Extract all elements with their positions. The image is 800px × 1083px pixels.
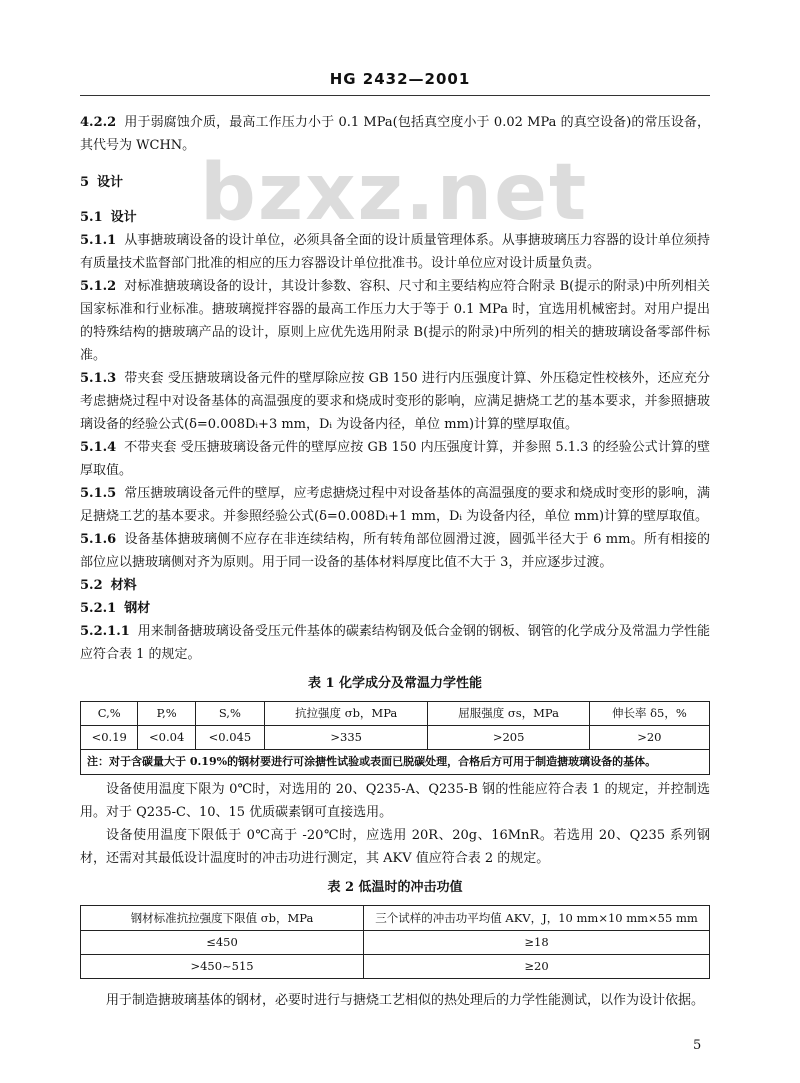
clause-text: 用来制备搪玻璃设备受压元件基体的碳素结构钢及低合金钢的钢板、钢管的化学成分及常温力学性能应符合表 1 的规定。 xyxy=(80,624,710,662)
clause-text: 带夹套 受压搪玻璃设备元件的壁厚除应按 GB 150 进行内压强度计算、外压稳定性校核外，还应充分考虑搪烧过程中对设备基体的高温强度的要求和烧成时变形的影响，应满足搪烧工艺的基本要求，并参照搪玻璃设备的经验公式(δ=0.008Dᵢ+3 mm，Dᵢ 为设备内径，单位 mm)计算的壁厚取值。 xyxy=(80,371,710,432)
clause-text: 用于弱腐蚀介质，最高工作压力小于 0.1 MPa(包括真空度小于 0.02 MPa 的真空设备)的常压设备，其代号为 WCHN。 xyxy=(80,115,710,153)
table-2 xyxy=(80,905,710,979)
clause-number: 5.1.2 xyxy=(80,279,117,294)
clause-5-2-1-1 xyxy=(80,620,710,666)
table-header-cell: 屈服强度 σs，MPa xyxy=(428,702,589,726)
section-5-2-heading xyxy=(80,574,710,597)
section-number: 5 xyxy=(80,175,90,190)
table-cell: >450~515 xyxy=(81,955,364,979)
clause-number: 4.2.2 xyxy=(80,115,117,130)
table-header-cell: 抗拉强度 σb，MPa xyxy=(264,702,428,726)
table-note-row xyxy=(81,750,710,775)
clause-text: 设备基体搪玻璃侧不应存在非连续结构，所有转角部位圆滑过渡，圆弧半径大于 6 mm。所有相接的部位应以搪玻璃侧对齐为原则。用于同一设备的基体材料厚度比值不大于 3，并应逐步过渡。 xyxy=(80,532,710,570)
section-title: 材料 xyxy=(110,578,137,593)
clause-text: 不带夹套 受压搪玻璃设备元件的壁厚应按 GB 150 内压强度计算，并参照 5.1.3 的经验公式计算的壁厚取值。 xyxy=(80,440,710,478)
clause-number: 5.1.6 xyxy=(80,532,117,547)
table-header-cell: P,% xyxy=(138,702,195,726)
paragraph-heat-treatment: 用于制造搪玻璃基体的钢材，必要时进行与搪烧工艺相似的热处理后的力学性能测试，以作为设计依据。 xyxy=(106,993,705,1008)
clause-number: 5.1.5 xyxy=(80,486,117,501)
clause-text: 常压搪玻璃设备元件的壁厚，应考虑搪烧过程中对设备基体的高温强度的要求和烧成时变形的影响，满足搪烧工艺的基本要求。并参照经验公式(δ=0.008Dᵢ+1 mm，Dᵢ 为设备内径，单位 mm)计算的壁厚取值。 xyxy=(80,486,710,524)
section-number: 5.1 xyxy=(80,210,103,225)
section-title: 设计 xyxy=(110,210,137,225)
table-1-caption: 表 1 化学成分及常温力学性能 xyxy=(307,676,483,691)
table-1 xyxy=(80,701,710,775)
table-header-cell: 伸长率 δ5，% xyxy=(589,702,709,726)
paragraph-temperature-0c: 设备使用温度下限为 0℃时，对选用的 20、Q235-A、Q235-B 钢的性能应符合表 1 的规定，并控制选用。对于 Q235-C、10、15 优质碳素钢可直接选用。 xyxy=(80,782,710,820)
header-rule xyxy=(80,95,710,96)
section-number: 5.2.1 xyxy=(80,601,117,616)
table-cell: <0.04 xyxy=(138,726,195,750)
document-body xyxy=(80,111,710,1012)
section-number: 5.2 xyxy=(80,578,103,593)
table-cell: ≤450 xyxy=(81,931,364,955)
table-cell: ≥18 xyxy=(364,931,710,955)
clause-5-1-3 xyxy=(80,367,710,436)
standard-code-header: HG 2432—2001 xyxy=(329,70,471,88)
clause-5-1-2 xyxy=(80,275,710,367)
table-cell: >205 xyxy=(428,726,589,750)
clause-number: 5.1.3 xyxy=(80,371,117,386)
watermark: bzxz.net xyxy=(200,148,589,238)
clause-5-1-6 xyxy=(80,528,710,574)
table-cell: >20 xyxy=(589,726,709,750)
clause-number: 5.1.4 xyxy=(80,440,117,455)
table-header-cell: 三个试样的冲击功平均值 AKV，J，10 mm×10 mm×55 mm xyxy=(364,906,710,931)
clause-number: 5.2.1.1 xyxy=(80,624,130,639)
table-cell: <0.045 xyxy=(195,726,264,750)
section-5-heading xyxy=(80,171,710,194)
table-row xyxy=(81,955,710,979)
table-header-cell: S,% xyxy=(195,702,264,726)
table-header-cell: 钢材标准抗拉强度下限值 σb，MPa xyxy=(81,906,364,931)
clause-4-2-2 xyxy=(80,111,710,157)
clause-5-1-5 xyxy=(80,482,710,528)
clause-5-1-1 xyxy=(80,229,710,275)
section-5-1-heading xyxy=(80,206,710,229)
page-number: 5 xyxy=(693,1038,702,1053)
table-row xyxy=(81,726,710,750)
clause-5-1-4 xyxy=(80,436,710,482)
clause-number: 5.1.1 xyxy=(80,233,117,248)
table-header-cell: C,% xyxy=(81,702,138,726)
section-title: 设计 xyxy=(97,175,124,190)
table-header-row xyxy=(81,906,710,931)
table-cell: >335 xyxy=(264,726,428,750)
section-title: 钢材 xyxy=(124,601,151,616)
table-cell: <0.19 xyxy=(81,726,138,750)
table-row xyxy=(81,931,710,955)
table-cell: ≥20 xyxy=(364,955,710,979)
table-note: 注：对于含碳量大于 0.19%的钢材要进行可涂搪性试验或表面已脱碳处理，合格后方可用于制造搪玻璃设备的基体。 xyxy=(81,750,710,775)
clause-text: 从事搪玻璃设备的设计单位，必须具备全面的设计质量管理体系。从事搪玻璃压力容器的设计单位须持有质量技术监督部门批准的相应的压力容器设计单位批准书。设计单位应对设计质量负责。 xyxy=(80,233,710,271)
table-header-row xyxy=(81,702,710,726)
table-2-caption: 表 2 低温时的冲击功值 xyxy=(327,880,463,895)
clause-text: 对标准搪玻璃设备的设计，其设计参数、容积、尺寸和主要结构应符合附录 B(提示的附录)中所列相关国家标准和行业标准。搪玻璃搅拌容器的最高工作压力大于等于 0.1 MPa 时，宜选用机械密封。对用户提出的特殊结构的搪玻璃产品的设计，原则上应优先选用附录 B(提示的附录)中所列的相关的搪玻璃设备零部件标准。 xyxy=(80,279,710,363)
section-5-2-1-heading xyxy=(80,597,710,620)
paragraph-temperature-minus20c: 设备使用温度下限低于 0℃高于 -20℃时，应选用 20R、20g、16MnR。若选用 20、Q235 系列钢材，还需对其最低设计温度时的冲击功进行测定，其 AKV 值应符合表 2 的规定。 xyxy=(80,828,710,866)
